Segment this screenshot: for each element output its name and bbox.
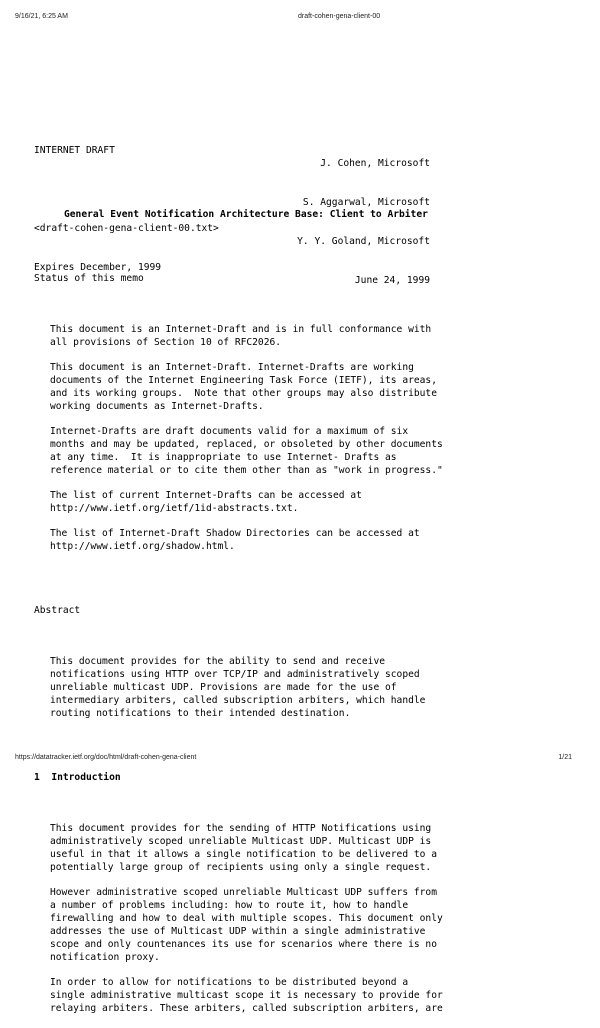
text-line: at any time. It is inappropriate to use Internet- Drafts as xyxy=(50,452,397,463)
text-line: useful in that it allows a single notification to be delivered to a xyxy=(50,849,437,860)
paragraph xyxy=(34,425,454,477)
introduction-section xyxy=(34,822,454,1015)
document-body xyxy=(34,79,454,1028)
print-page-title: draft-cohen-gena-client-00 xyxy=(298,13,381,20)
paragraph xyxy=(34,527,454,553)
text-line: intermediary arbiters, called subscription arbiters, which handle xyxy=(50,695,426,706)
header-right: J. Cohen, Microsoft xyxy=(320,158,430,169)
header-right: S. Aggarwal, Microsoft xyxy=(302,197,430,208)
header-left: INTERNET DRAFT xyxy=(34,145,115,156)
paragraph xyxy=(34,323,454,349)
paragraph xyxy=(34,655,454,720)
text-line: working documents as Internet-Drafts. xyxy=(50,401,264,412)
text-line: potentially large group of recipients using only a single request. xyxy=(50,862,432,873)
header-line xyxy=(34,209,454,247)
abstract-heading: Abstract xyxy=(34,605,81,616)
header-right: June 24, 1999 xyxy=(354,275,430,286)
header-left: Expires December, 1999 xyxy=(34,262,162,273)
text-line: However administrative scoped unreliable Multicast UDP suffers from xyxy=(50,887,437,898)
text-line: This document is an Internet-Draft and is in full conformance with xyxy=(50,324,432,335)
status-heading: Status of this memo xyxy=(34,273,144,284)
introduction-heading: 1 Introduction xyxy=(34,772,121,783)
print-datetime: 9/16/21, 6:25 AM xyxy=(15,13,68,20)
paragraph xyxy=(34,886,454,964)
header-left: <draft-cohen-gena-client-00.txt> xyxy=(34,223,219,234)
text-line: addresses the use of Multicast UDP within a single administrative xyxy=(50,926,426,937)
text-line: firewalling and how to deal with multiple scopes. This document only xyxy=(50,913,443,924)
text-line: single administrative multicast scope it is necessary to provide for xyxy=(50,990,443,1001)
text-line: months and may be updated, replaced, or obsoleted by other documents xyxy=(50,439,443,450)
text-line: This document provides for the sending of HTTP Notifications using xyxy=(50,823,432,834)
text-line: unreliable multicast UDP. Provisions are made for the use of xyxy=(50,682,397,693)
text-line: The list of current Internet-Drafts can be accessed at xyxy=(50,490,362,501)
print-page-number: 1/21 xyxy=(558,754,572,761)
text-line: notifications using HTTP over TCP/IP and administratively scoped xyxy=(50,669,420,680)
text-line: Internet-Drafts are draft documents valid for a maximum of six xyxy=(50,426,409,437)
text-line: administratively scoped unreliable Multicast UDP. Multicast UDP is xyxy=(50,836,432,847)
text-line: routing notifications to their intended destination. xyxy=(50,708,351,719)
text-line: This document is an Internet-Draft. Internet-Drafts are working xyxy=(50,362,414,373)
text-line: reference material or to cite them other than as "work in progress." xyxy=(50,465,443,476)
header-line xyxy=(34,170,454,208)
print-url: https://datatracker.ietf.org/doc/html/draft-cohen-gena-client xyxy=(15,754,197,761)
text-line: documents of the Internet Engineering Task Force (IETF), its areas, xyxy=(50,375,437,386)
abstract-section xyxy=(34,655,454,720)
text-line: http://www.ietf.org/ietf/1id-abstracts.txt. xyxy=(50,503,299,514)
document-title: General Event Notification Architecture Base: Client to Arbiter xyxy=(64,209,428,220)
text-line: notification proxy. xyxy=(50,952,160,963)
paragraph xyxy=(34,976,454,1015)
text-line: relaying arbiters. These arbiters, called subscription arbiters, are xyxy=(50,1003,443,1014)
text-line: and its working groups. Note that other groups may also distribute xyxy=(50,388,437,399)
text-line: a number of problems including: how to route it, how to handle xyxy=(50,900,409,911)
paragraph xyxy=(34,361,454,413)
text-line: scope and only countenances its use for scenarios where there is no xyxy=(50,939,437,950)
text-line: all provisions of Section 10 of RFC2026. xyxy=(50,337,282,348)
header-right: Y. Y. Goland, Microsoft xyxy=(297,236,430,247)
text-line: http://www.ietf.org/shadow.html. xyxy=(50,541,235,552)
paragraph xyxy=(34,489,454,515)
text-line: The list of Internet-Draft Shadow Directories can be accessed at xyxy=(50,528,420,539)
status-section xyxy=(34,323,454,553)
text-line: This document provides for the ability to send and receive xyxy=(50,656,386,667)
header-line xyxy=(34,131,454,169)
text-line: In order to allow for notifications to be distributed beyond a xyxy=(50,977,409,988)
paragraph xyxy=(34,822,454,874)
